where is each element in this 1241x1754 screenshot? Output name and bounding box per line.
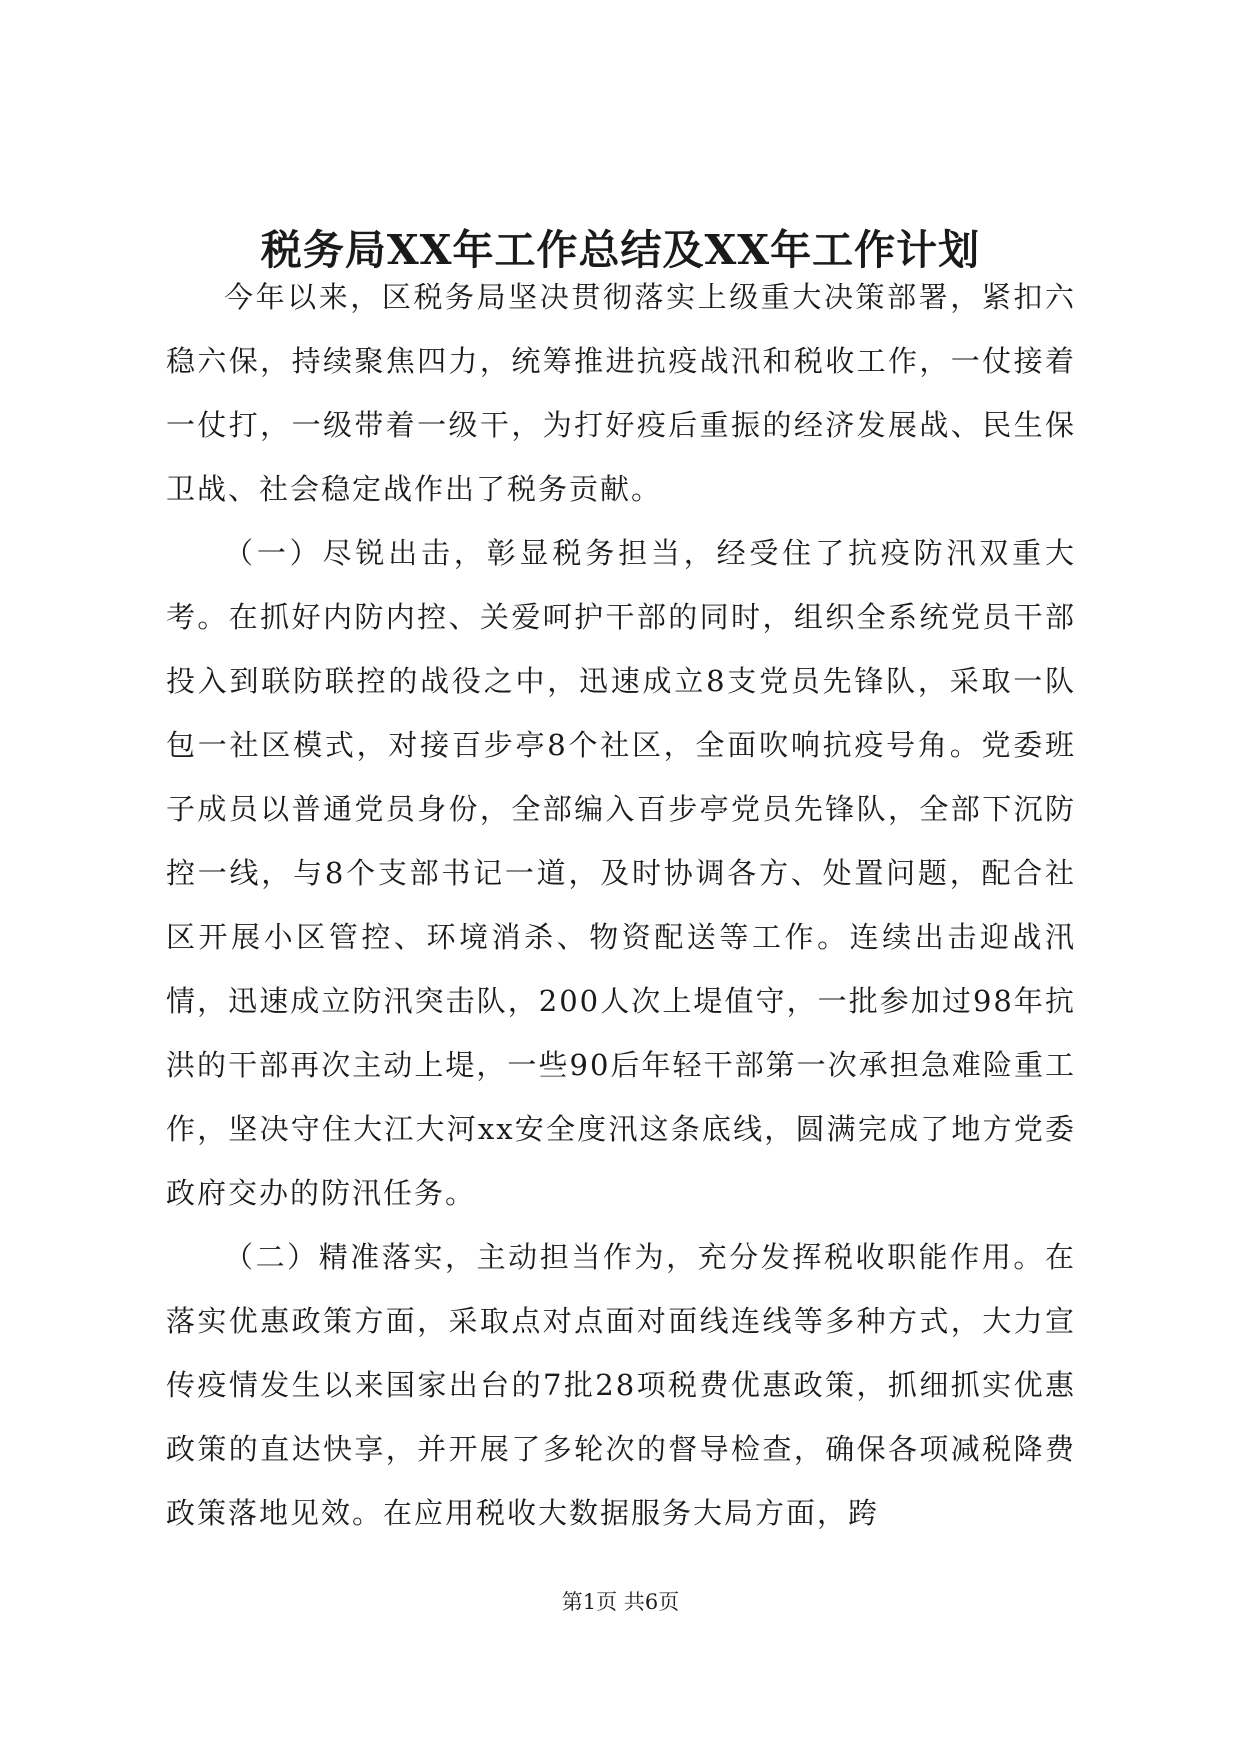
page-number-footer: 第1页 共6页 bbox=[561, 1590, 680, 1614]
section-one-paragraph: （一）尽锐出击，彰显税务担当，经受住了抗疫防汛双重大考。在抓好内防内控、关爱呵护干部的同时，组织全系统党员干部投入到联防联控的战役之中，迅速成立8支党员先锋队，采取一队包一社区模式，对接百步亭8个社区，全面吹响抗疫号角。党委班子成员以普通党员身份，全部编入百步亭党员先锋队，全部下沉防控一线，与8个支部书记一道，及时协调各方、处置问题，配合社区开展小区管控、环境消杀、物资配送等工作。连续出击迎战汛情，迅速成立防汛突击队，200人次上堤值守，一批参加过98年抗洪的干部再次主动上堤，一些90后年轻干部第一次承担急难险重工作，坚决守住大江大河xx安全度汛这条底线，圆满完成了地方党委政府交办的防汛任务。 bbox=[166, 536, 1076, 1210]
document-body bbox=[166, 265, 1076, 1545]
intro-paragraph: 今年以来，区税务局坚决贯彻落实上级重大决策部署，紧扣六稳六保，持续聚焦四力，统筹推进抗疫战汛和税收工作，一仗接着一仗打，一级带着一级干，为打好疫后重振的经济发展战、民生保卫战、社会稳定战作出了税务贡献。 bbox=[166, 280, 1076, 506]
page-title: 税务局XX年工作总结及XX年工作计划 bbox=[260, 226, 981, 274]
section-two-paragraph: （二）精准落实，主动担当作为，充分发挥税收职能作用。在落实优惠政策方面，采取点对点面对面线连线等多种方式，大力宣传疫情发生以来国家出台的7批28项税费优惠政策，抓细抓实优惠政策的直达快享，并开展了多轮次的督导检查，确保各项减税降费政策落地见效。在应用税收大数据服务大局方面，跨 bbox=[166, 1240, 1076, 1530]
